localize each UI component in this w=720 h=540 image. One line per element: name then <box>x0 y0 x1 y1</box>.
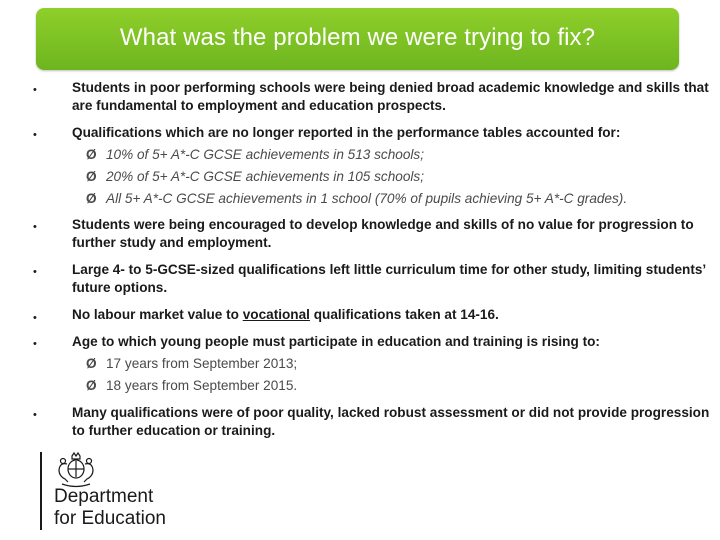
arrow-bullet-icon: Ø <box>86 147 97 162</box>
sub-item: Ø 20% of 5+ A*-C GCSE achievements in 105 schools; <box>86 169 424 184</box>
bullet-text-denied-knowledge: Students in poor performing schools were being denied broad academic knowledge and skills that are fundamental to employment and education prospects. <box>72 80 709 113</box>
department-for-education-logo <box>40 450 180 532</box>
sub-item: Ø 17 years from September 2013; <box>86 356 298 371</box>
bullet-text-participation-age: Age to which young people must participate in education and training is rising to: <box>72 334 600 349</box>
bullet-text-performance-tables: Qualifications which are no longer reported in the performance tables accounted for: <box>72 125 621 140</box>
bullet-marker: • <box>33 129 37 141</box>
sub-item: Ø 10% of 5+ A*-C GCSE achievements in 513 schools; <box>86 147 424 162</box>
bullet-marker: • <box>33 84 37 96</box>
logo-rule <box>40 452 42 530</box>
arrow-bullet-icon: Ø <box>86 356 97 371</box>
bullet-text-large-qualifications: Large 4- to 5-GCSE-sized qualifications left little curriculum time for other study, limiting students’ future options. <box>72 262 706 295</box>
arrow-bullet-icon: Ø <box>86 169 97 184</box>
bullet-marker: • <box>33 221 37 233</box>
sub-item: Ø 18 years from September 2015. <box>86 378 298 393</box>
bullet-marker: • <box>33 312 37 324</box>
bullet-text-poor-quality: Many qualifications were of poor quality, lacked robust assessment or did not provide progression to further education or training. <box>72 405 710 438</box>
arrow-bullet-icon: Ø <box>86 191 97 206</box>
logo-wordmark: Department for Education <box>54 486 166 529</box>
bullet-marker: • <box>33 338 37 350</box>
sub-item: Ø All 5+ A*-C GCSE achievements in 1 school (70% of pupils achieving 5+ A*-C grades). <box>86 191 628 206</box>
royal-crest-icon <box>48 450 108 490</box>
bullet-marker: • <box>33 409 37 421</box>
underlined-term: vocational <box>242 307 310 322</box>
arrow-bullet-icon: Ø <box>86 378 97 393</box>
bullet-marker: • <box>33 266 37 278</box>
bullet-text-no-value-skills: Students were being encouraged to develop knowledge and skills of no value for progression to further study and employment. <box>72 217 694 250</box>
slide-title: What was the problem we were trying to fix? <box>119 24 596 51</box>
bullet-text-labour-market: No labour market value to vocational qualifications taken at 14-16. <box>72 307 499 322</box>
